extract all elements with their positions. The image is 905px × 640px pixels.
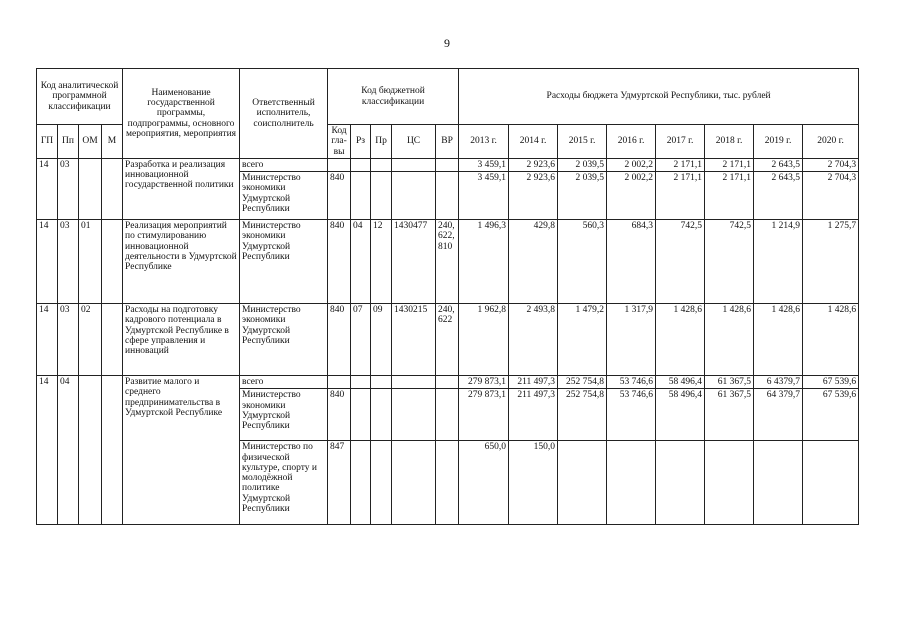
expense-value-cell: 53 746,6 bbox=[607, 389, 656, 441]
table-row bbox=[37, 220, 859, 304]
expense-value-cell: 279 873,1 bbox=[459, 376, 509, 389]
expense-value-cell: 742,5 bbox=[705, 220, 754, 304]
expenses-header: Расходы бюджета Удмуртской Республики, тыс. рублей bbox=[459, 69, 859, 125]
pr-cell: 09 bbox=[371, 304, 392, 376]
expense-value-cell bbox=[656, 441, 705, 525]
cs-cell bbox=[392, 172, 436, 220]
expense-value-cell: 61 367,5 bbox=[705, 389, 754, 441]
program-name-cell: Развитие малого и среднего предпринимательства в Удмуртской Республике bbox=[123, 376, 240, 525]
col-header-vr: ВР bbox=[436, 125, 459, 159]
col-header-year: 2016 г. bbox=[607, 125, 656, 159]
col-header-m: М bbox=[102, 125, 123, 159]
expense-value-cell: 2 493,8 bbox=[509, 304, 558, 376]
col-header-gp: ГП bbox=[37, 125, 58, 159]
expense-value-cell: 1 275,7 bbox=[803, 220, 859, 304]
expense-value-cell: 211 497,3 bbox=[509, 389, 558, 441]
budget-code-header: Код бюджетной классификации bbox=[328, 69, 459, 125]
expense-value-cell: 2 039,5 bbox=[558, 158, 607, 171]
rz-cell bbox=[351, 158, 371, 171]
code-om: 02 bbox=[79, 304, 102, 376]
col-header-cs: ЦС bbox=[392, 125, 436, 159]
expense-value-cell: 6 4379,7 bbox=[754, 376, 803, 389]
expense-value-cell: 2 171,1 bbox=[656, 172, 705, 220]
table-row bbox=[37, 158, 859, 171]
col-header-year: 2013 г. bbox=[459, 125, 509, 159]
rz-cell bbox=[351, 376, 371, 389]
col-header-year: 2015 г. bbox=[558, 125, 607, 159]
pr-cell bbox=[371, 441, 392, 525]
expense-value-cell: 2 923,6 bbox=[509, 158, 558, 171]
executor-cell: Министерство по физической культуре, спорту и молодёжной политике Удмуртской Республики bbox=[240, 441, 328, 525]
col-header-rz: Рз bbox=[351, 125, 371, 159]
expense-value-cell: 252 754,8 bbox=[558, 376, 607, 389]
expense-value-cell: 2 171,1 bbox=[705, 172, 754, 220]
vr-cell: 240, 622, 810 bbox=[436, 220, 459, 304]
col-header-om: ОМ bbox=[79, 125, 102, 159]
pr-cell: 12 bbox=[371, 220, 392, 304]
col-header-year: 2020 г. bbox=[803, 125, 859, 159]
expense-value-cell: 2 002,2 bbox=[607, 172, 656, 220]
expense-value-cell bbox=[558, 441, 607, 525]
expense-value-cell: 211 497,3 bbox=[509, 376, 558, 389]
col-header-pp: Пп bbox=[58, 125, 79, 159]
header-row-1 bbox=[37, 69, 859, 125]
rz-cell bbox=[351, 172, 371, 220]
expense-value-cell: 150,0 bbox=[509, 441, 558, 525]
analytic-code-header: Код аналитической программной классификации bbox=[37, 69, 123, 125]
expense-value-cell: 2 923,6 bbox=[509, 172, 558, 220]
executor-cell: Министерство экономики Удмуртской Республики bbox=[240, 220, 328, 304]
glava-cell: 840 bbox=[328, 304, 351, 376]
glava-cell: 840 bbox=[328, 389, 351, 441]
expense-value-cell: 2 171,1 bbox=[656, 158, 705, 171]
expense-value-cell: 1 496,3 bbox=[459, 220, 509, 304]
expense-value-cell: 67 539,6 bbox=[803, 376, 859, 389]
expense-value-cell: 61 367,5 bbox=[705, 376, 754, 389]
program-name-cell: Расходы на подготовку кадрового потенциала в Удмуртской Республике в сфере управления и инноваций bbox=[123, 304, 240, 376]
expense-value-cell: 1 317,9 bbox=[607, 304, 656, 376]
glava-cell: 847 bbox=[328, 441, 351, 525]
expense-value-cell: 2 643,5 bbox=[754, 158, 803, 171]
executor-cell: Министерство экономики Удмуртской Республики bbox=[240, 304, 328, 376]
code-gp: 14 bbox=[37, 158, 58, 219]
code-gp: 14 bbox=[37, 304, 58, 376]
expense-value-cell: 1 962,8 bbox=[459, 304, 509, 376]
expense-value-cell: 2 704,3 bbox=[803, 158, 859, 171]
code-gp: 14 bbox=[37, 376, 58, 525]
executor-cell: Министерство экономики Удмуртской Республики bbox=[240, 172, 328, 220]
expense-value-cell bbox=[754, 441, 803, 525]
glava-cell: 840 bbox=[328, 220, 351, 304]
col-header-year: 2017 г. bbox=[656, 125, 705, 159]
program-name-header: Наименование государственной программы, подпрограммы, основного мероприятия, мероприятия bbox=[123, 69, 240, 159]
expense-value-cell: 252 754,8 bbox=[558, 389, 607, 441]
cs-cell bbox=[392, 441, 436, 525]
col-header-glava: Код гла-вы bbox=[328, 125, 351, 159]
executor-cell: всего bbox=[240, 376, 328, 389]
executor-cell: всего bbox=[240, 158, 328, 171]
expense-value-cell: 279 873,1 bbox=[459, 389, 509, 441]
rz-cell: 07 bbox=[351, 304, 371, 376]
pr-cell bbox=[371, 158, 392, 171]
pr-cell bbox=[371, 376, 392, 389]
program-name-cell: Реализация мероприятий по стимулированию инновационной деятельности в Удмуртской Республике bbox=[123, 220, 240, 304]
cs-cell bbox=[392, 376, 436, 389]
col-header-year: 2014 г. bbox=[509, 125, 558, 159]
expense-value-cell: 3 459,1 bbox=[459, 158, 509, 171]
rz-cell bbox=[351, 441, 371, 525]
expense-value-cell: 3 459,1 bbox=[459, 172, 509, 220]
glava-cell: 840 bbox=[328, 172, 351, 220]
executor-cell: Министерство экономики Удмуртской Республики bbox=[240, 389, 328, 441]
code-om bbox=[79, 376, 102, 525]
page-number: 9 bbox=[444, 36, 450, 50]
expense-value-cell: 64 379,7 bbox=[754, 389, 803, 441]
vr-cell: 240, 622 bbox=[436, 304, 459, 376]
vr-cell bbox=[436, 389, 459, 441]
expense-value-cell: 2 643,5 bbox=[754, 172, 803, 220]
expense-value-cell bbox=[607, 441, 656, 525]
code-pp: 03 bbox=[58, 158, 79, 219]
col-header-pr: Пр bbox=[371, 125, 392, 159]
vr-cell bbox=[436, 172, 459, 220]
expense-value-cell: 1 479,2 bbox=[558, 304, 607, 376]
expense-value-cell: 67 539,6 bbox=[803, 389, 859, 441]
table-row bbox=[37, 304, 859, 376]
expense-value-cell: 429,8 bbox=[509, 220, 558, 304]
expense-value-cell: 1 428,6 bbox=[656, 304, 705, 376]
col-header-year: 2019 г. bbox=[754, 125, 803, 159]
expense-value-cell: 58 496,4 bbox=[656, 376, 705, 389]
expense-value-cell: 560,3 bbox=[558, 220, 607, 304]
col-header-year: 2018 г. bbox=[705, 125, 754, 159]
glava-cell bbox=[328, 158, 351, 171]
cs-cell bbox=[392, 158, 436, 171]
expense-value-cell bbox=[803, 441, 859, 525]
code-m bbox=[102, 304, 123, 376]
expense-value-cell: 684,3 bbox=[607, 220, 656, 304]
expense-value-cell: 742,5 bbox=[656, 220, 705, 304]
code-om bbox=[79, 158, 102, 219]
code-pp: 03 bbox=[58, 304, 79, 376]
expense-value-cell: 1 428,6 bbox=[705, 304, 754, 376]
expense-value-cell: 2 171,1 bbox=[705, 158, 754, 171]
expense-value-cell: 1 428,6 bbox=[754, 304, 803, 376]
pr-cell bbox=[371, 389, 392, 441]
code-m bbox=[102, 376, 123, 525]
vr-cell bbox=[436, 441, 459, 525]
cs-cell bbox=[392, 389, 436, 441]
code-m bbox=[102, 220, 123, 304]
budget-table bbox=[36, 68, 859, 525]
expense-value-cell: 2 039,5 bbox=[558, 172, 607, 220]
expense-value-cell: 53 746,6 bbox=[607, 376, 656, 389]
expense-value-cell: 1 214,9 bbox=[754, 220, 803, 304]
pr-cell bbox=[371, 172, 392, 220]
code-gp: 14 bbox=[37, 220, 58, 304]
program-name-cell: Разработка и реализация инновационной государственной политики bbox=[123, 158, 240, 219]
code-om: 01 bbox=[79, 220, 102, 304]
code-m bbox=[102, 158, 123, 219]
table-row bbox=[37, 376, 859, 389]
cs-cell: 1430477 bbox=[392, 220, 436, 304]
code-pp: 04 bbox=[58, 376, 79, 525]
vr-cell bbox=[436, 158, 459, 171]
rz-cell: 04 bbox=[351, 220, 371, 304]
expense-value-cell bbox=[705, 441, 754, 525]
glava-cell bbox=[328, 376, 351, 389]
table-body bbox=[37, 69, 859, 525]
expense-value-cell: 2 704,3 bbox=[803, 172, 859, 220]
expense-value-cell: 2 002,2 bbox=[607, 158, 656, 171]
vr-cell bbox=[436, 376, 459, 389]
expense-value-cell: 1 428,6 bbox=[803, 304, 859, 376]
cs-cell: 1430215 bbox=[392, 304, 436, 376]
expense-value-cell: 650,0 bbox=[459, 441, 509, 525]
rz-cell bbox=[351, 389, 371, 441]
code-pp: 03 bbox=[58, 220, 79, 304]
expense-value-cell: 58 496,4 bbox=[656, 389, 705, 441]
executor-header: Ответственный исполнитель, соисполнитель bbox=[240, 69, 328, 159]
